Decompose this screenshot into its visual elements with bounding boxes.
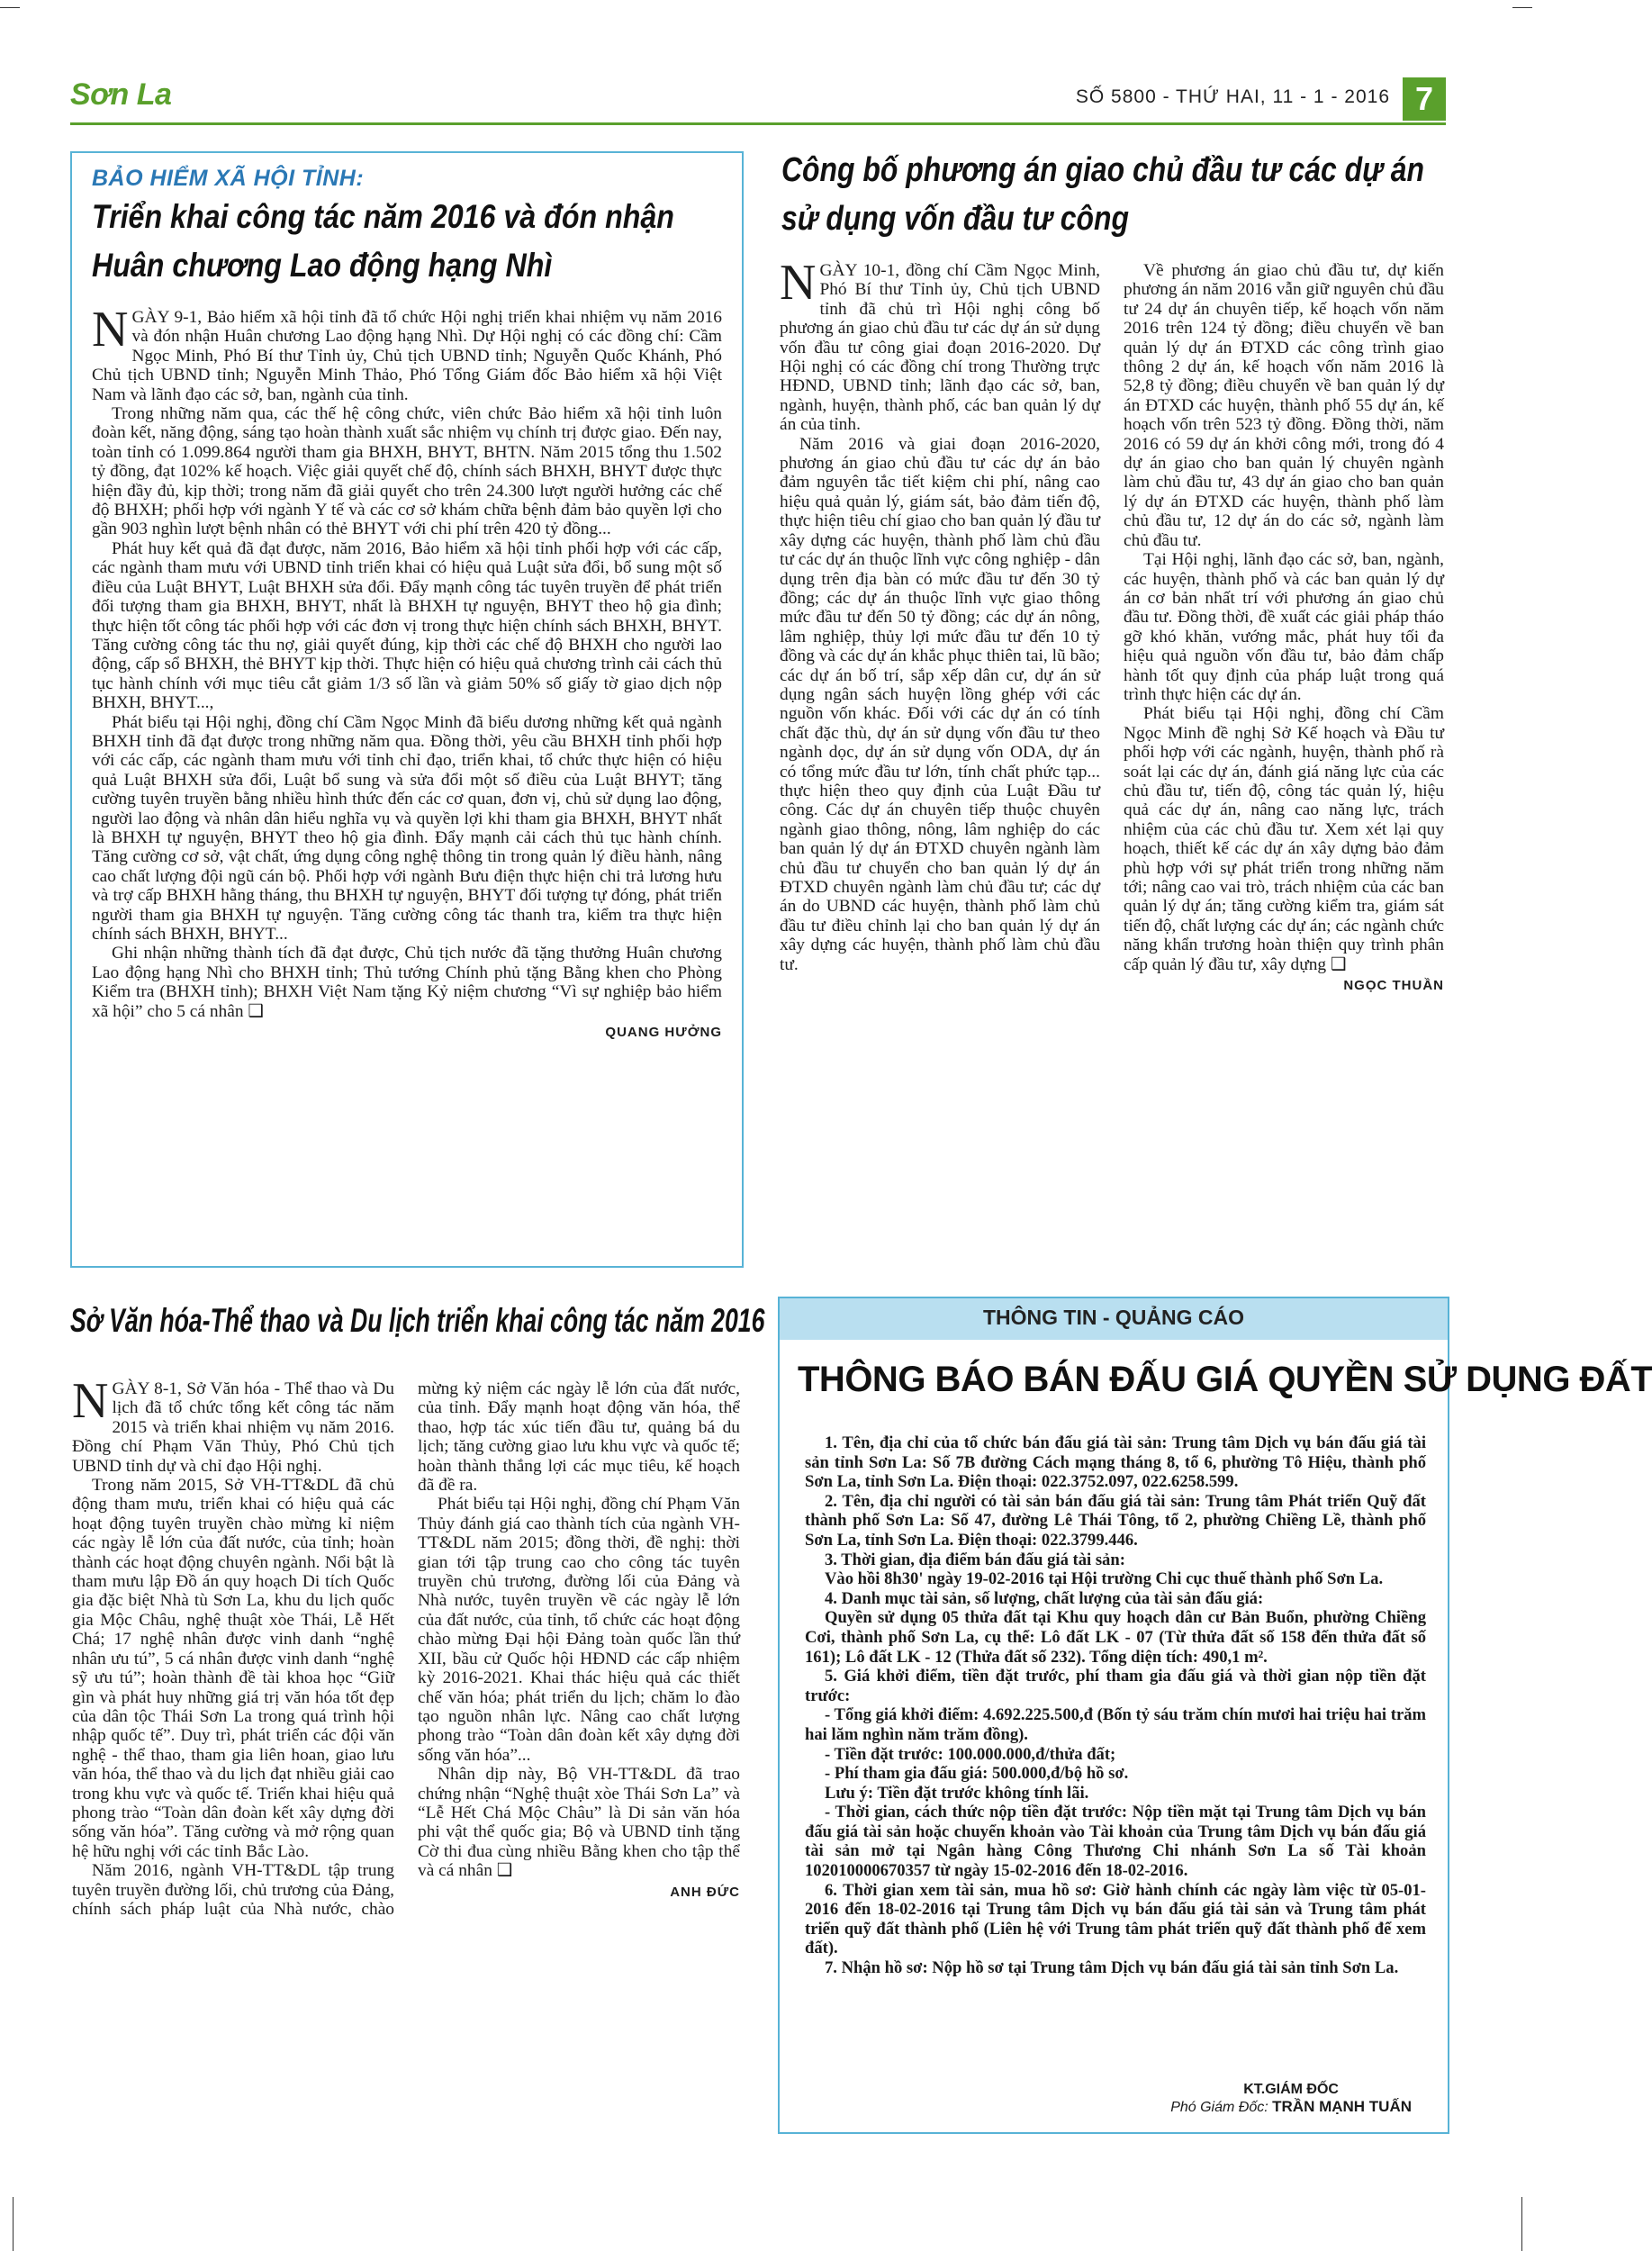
notice-item: 3. Thời gian, địa điểm bán đấu giá tài sản: [825, 1550, 1125, 1569]
crop-mark [0, 7, 20, 8]
notice-item: 5. Giá khởi điểm, tiền đặt trước, phí tham gia đấu giá và thời gian nộp tiền đặt trước: [805, 1667, 1426, 1705]
notice-item: - Tổng giá khởi điểm: 4.692.225.500,đ (Bốn tỷ sáu trăm chín mươi hai triệu hai trăm hai lăm nghìn năm trăm đồng). [805, 1705, 1426, 1744]
article-body [780, 255, 1444, 1270]
article-investment [776, 151, 1449, 1268]
notice-item: - Thời gian, cách thức nộp tiền đặt trước: Nộp tiền mặt tại Trung tâm Dịch vụ bán đấu giá tài sản hoặc chuyển khoản vào Tài khoản của Trung tâm Dịch vụ bán đấu giá tài sản mở tại Ngân hàng Công Thương Chi nhánh Sơn La số Tài khoản 102010000670357 từ ngày 15-02-2016 đến 18-02-2016. [805, 1803, 1426, 1881]
crop-mark [13, 2197, 14, 2251]
crop-mark [1521, 2197, 1522, 2251]
section-title: Sơn La [70, 77, 172, 112]
article-title-line2: Huân chương Lao động hạng Nhì [92, 247, 553, 284]
article-paragraph: Phát biểu tại Hội nghị, đồng chí Cầm Ngọc Minh đề nghị Sở Kế hoạch và Đầu tư phối hợp với các ngành, huyện, thành phố rà soát lại các dự án, đánh giá năng lực của các chủ đầu tư, tiến độ, công tác quản lý, hiệu quả các dự án, nâng cao năng lực, trách nhiệm của các chủ đầu tư. Xem xét lại quy hoạch, thiết kế các dự án xây dựng bảo đảm phù hợp với sự phát triển trong những năm tới; nâng cao vai trò, trách nhiệm của các ban quản lý dự án; tăng cường kiểm tra, giám sát tiến độ, chất lượng các dự án; các ngành chức năng khẩn trương hoàn thiện quy trình phân cấp quản lý đầu tư, xây dựng ❑ [1124, 704, 1444, 974]
article-paragraph: Về phương án giao chủ đầu tư, dự kiến phương án năm 2016 vẫn giữ nguyên chủ đầu tư 24 dự án chuyên tiếp, kế hoạch vốn năm 2016 trên 124 tỷ đồng; điều chuyển về ban quản lý dự án ĐTXD các công trình giao thông 2 dự án, kế hoạch vốn năm 2016 là 52,8 tỷ đồng; điều chuyển về ban quản lý dự án ĐTXD các huyện, thành phố 55 dự án, kế hoạch vốn trên 523 tỷ đồng. Đồng thời, năm 2016 có 59 dự án khởi công mới, trong đó 4 dự án giao cho ban quản lý chuyên ngành làm chủ đầu tư, 43 dự án giao cho ban quản lý dự án ĐTXD các huyện, thành phố làm chủ đầu tư, 12 dự án do các sở, ngành làm chủ đầu tư. [1124, 261, 1444, 550]
drop-cap: N [92, 302, 129, 357]
article-paragraph: Năm 2016, ngành VH-TT&DL tập trung tuyên truyền đường lối, chủ trương của Đảng, chính sách pháp luật của Nhà nước, chào mừng kỷ niệm các ngày lễ lớn của đất nước, của tỉnh. Đẩy mạnh hoạt động văn hóa, thể thao, hợp tác xúc tiến đầu tư, quảng bá du lịch; tăng cường giao lưu khu vực và quốc tế; hoàn thành thắng lợi các mục tiêu, kế hoạch đã đề ra. [72, 1379, 740, 1919]
notice-item: 1. Tên, địa chỉ của tổ chức bán đấu giá tài sản: Trung tâm Dịch vụ bán đấu giá tài sản tỉnh Sơn La: Số 7B đường Cách mạng tháng 8, tổ 6, phường Tô Hiệu, thành phố Sơn La, tỉnh Sơn La. Điện thoại: 022.3752.097, 022.6258.599. [805, 1433, 1426, 1492]
article-paragraph: Nhân dịp này, Bộ VH-TT&DL đã trao chứng nhận “Nghệ thuật xòe Thái Sơn La” và “Lễ Hết Chá Mộc Châu” là Di sản văn hóa phi vật thể quốc gia; Bộ và UBND tỉnh tặng Cờ thi đua cùng nhiều Bằng khen cho tập thể và cá nhân ❑ [418, 1765, 740, 1881]
notice-title: THÔNG BÁO BÁN ĐẤU GIÁ QUYỀN SỬ DỤNG ĐẤT [798, 1360, 1652, 1399]
article-byline: NGỌC THUẦN [1343, 978, 1444, 994]
article-title-line2: sử dụng vốn đầu tư công [781, 200, 1130, 238]
auction-notice [778, 1297, 1652, 2134]
notice-item: 6. Thời gian xem tài sản, mua hồ sơ: Giờ hành chính các ngày làm việc từ 05-01-2016 đến 18-02-2016 tại Trung tâm Dịch vụ bán đấu giá tài sản và Trung tâm phát triển quỹ đất thành phố (Liên hệ với Trung tâm phát triển quỹ đất thành phố để xem đất). [805, 1880, 1426, 1958]
article-paragraph: Tại Hội nghị, lãnh đạo các sở, ban, ngành, các huyện, thành phố và các ban quản lý dự án cơ bản nhất trí với phương án giao chủ đầu tư. Đồng thời, đề xuất các giải pháp tháo gỡ khó khăn, vướng mắc, phát huy tối đa hiệu quả nguồn vốn đầu tư, bảo đảm chấp hành tốt quy định của pháp luật trong quá trình thực hiện các dự án. [1124, 550, 1444, 704]
article-byline: QUANG HƯỞNG [605, 1025, 722, 1041]
notice-item: - Phí tham gia đấu giá: 500.000,đ/bộ hồ sơ. [825, 1764, 1129, 1784]
article-paragraph: Phát biểu tại Hội nghị, đồng chí Cầm Ngọc Minh đã biểu dương những kết quả ngành BHXH tỉnh đã đạt được trong những năm qua. Đồng thời, yêu cầu BHXH tỉnh phối hợp với các cấp, các ngành tham mưu với tỉnh chỉ đạo, triển khai, tổ chức thực hiện có hiệu quả Luật BHXH sửa đổi, Luật bổ sung và sửa đổi một số điều của Luật BHYT; tăng cường tuyên truyền bằng nhiều hình thức đến các cơ quan, đơn vị, chủ sử dụng lao động, người lao động và nhân dân hiểu nghĩa vụ và quyền lợi khi tham gia BHXH, BHYT nhất là BHXH tự nguyện, BHYT theo hộ gia đình. Đẩy mạnh cải cách thủ tục hành chính. Tăng cường cơ sở, vật chất, ứng dụng công nghệ thông tin trong quản lý điều hành, nâng cao chất lượng đội ngũ cán bộ. Phối hợp với ngành Bưu điện thực hiện chi trả lương hưu và trợ cấp BHXH hằng tháng, thu BHXH tự nguyện, BHYT đối tượng tự đóng, phát triển người tham gia BHXH tự nguyện. Tăng cường công tác thanh tra, kiểm tra thực hiện chính sách BHXH, BHYT... [92, 712, 722, 944]
article-body [92, 302, 722, 1042]
drop-cap: N [72, 1373, 109, 1429]
article-paragraph: NGÀY 10-1, đồng chí Cầm Ngọc Minh, Phó Bí thư Tỉnh ủy, Chủ tịch UBND tỉnh đã chủ trì Hội nghị công bố phương án giao chủ đầu tư các dự án sử dụng vốn đầu tư công giai đoạn 2016-2020. Dự Hội nghị có các đồng chí trong Thường trực HĐND, UBND tỉnh; lãnh đạo các sở, ban, ngành, huyện, thành phố, các ban quản lý dự án của tỉnh. [780, 255, 1100, 435]
article-paragraph: Phát biểu tại Hội nghị, đồng chí Phạm Văn Thủy đánh giá cao thành tích của ngành VH-TT&DL năm 2015; đồng thời, đề nghị: thời gian tới tập trung cao cho công tác tuyên truyền chủ trương, đường lối của Đảng và Nhà nước, tuyên truyền về các ngày lễ lớn của đất nước, của tỉnh, tổ chức các hoạt động chào mừng Đại hội Đảng toàn quốc lần thứ XII, bầu cử Quốc hội HĐND các cấp nhiệm kỳ 2016-2021. Khai thác hiệu quả các thiết chế văn hóa; phát triển du lịch; chăm lo đào tạo nguồn nhân lực. Nâng cao chất lượng phong trào “Toàn dân đoàn kết xây dựng đời sống văn hóa”... [418, 1495, 740, 1765]
notice-signature [1170, 2082, 1412, 2116]
notice-item: 4. Danh mục tài sản, số lượng, chất lượng của tài sản đấu giá: [825, 1588, 1264, 1608]
article-byline: ANH ĐỨC [670, 1884, 740, 1900]
notice-body [805, 1433, 1426, 1978]
article-title: Sở Văn hóa-Thể thao và Du lịch triển khai công tác năm 2016 [70, 1302, 765, 1339]
article-kicker: BẢO HIỂM XÃ HỘI TỈNH: [92, 166, 365, 191]
signature-title: KT.GIÁM ĐỐC [1243, 2082, 1339, 2097]
drop-cap: N [780, 255, 817, 311]
page-header [70, 77, 1446, 126]
notice-item: - Tiền đặt trước: 100.000.000,đ/thửa đất; [825, 1744, 1116, 1764]
article-bhxh [70, 151, 744, 1268]
header-rule [70, 122, 1446, 125]
notice-item: Quyền sử dụng 05 thửa đất tại Khu quy hoạch dân cư Bản Buổn, phường Chiềng Cơi, thành phố Sơn La, cụ thể: Lô đất LK - 07 (Từ thửa đất số 158 đến thửa đất số 161); Lô đất LK - 12 (Thửa đất số 232). Tổng diện tích: 490,1 m². [805, 1608, 1426, 1667]
signature-line [1170, 2098, 1412, 2116]
article-culture [70, 1302, 765, 2202]
article-paragraph: Ghi nhận những thành tích đã đạt được, Chủ tịch nước đã tặng thưởng Huân chương Lao động hạng Nhì cho BHXH tỉnh; Thủ tướng Chính phủ tặng Bằng khen cho Phòng Kiểm tra (BHXH tỉnh); BHXH Việt Nam tặng Kỷ niệm chương “Vì sự nghiệp bảo hiểm xã hội” cho 5 cá nhân ❑ [92, 944, 722, 1021]
article-paragraph: Năm 2016 và giai đoạn 2016-2020, phương án giao chủ đầu tư các dự án bảo đảm nguyên tắc tiết kiệm chi phí, nâng cao hiệu quả quản lý, giám sát, bảo đảm tiến độ, thực hiện tiêu chí giao cho ban quản lý đầu tư xây dựng các huyện, thành phố làm chủ đầu tư các dự án thuộc lĩnh vực công nghiệp - dân dụng trên địa bàn có mức đầu tư đến 30 tỷ đồng; các dự án thuộc lĩnh vực giao thông mức đầu tư đến 50 tỷ đồng; các dự án nông, lâm nghiệp, thủy lợi mức đầu tư đến 10 tỷ đồng và các dự án khắc phục thiên tai, lũ bão; các dự án bố trí, sắp xếp dân cư, dự án sử dụng ngân sách huyện lồng ghép với các nguồn vốn khác. Đối với các dự án có tính chất đặc thù, dự án sử dụng vốn đầu tư theo ngành dọc, dự án sử dụng vốn ODA, dự án có tổng mức đầu tư lớn, tính chất phức tạp... thực hiện theo quy định của Luật Đầu tư công. Các dự án chuyên tiếp thuộc chuyên ngành giao thông, nông, lâm nghiệp do các ban quản lý dự án ĐTXD chuyên ngành làm chủ đầu tư chuyển cho ban quản lý dự án ĐTXD chuyên ngành làm chủ đầu tư; các dự án do UBND các huyện, thành phố làm chủ đầu tư điều chỉnh lại cho ban quản lý dự án xây dựng các huyện, thành phố làm chủ đầu tư. [780, 434, 1100, 974]
article-title-line1: Triển khai công tác năm 2016 và đón nhận [92, 198, 674, 235]
article-title-line1: Công bố phương án giao chủ đầu tư các dự án [781, 151, 1425, 189]
notice-tag: THÔNG TIN - QUẢNG CÁO [982, 1306, 1245, 1329]
page-number: 7 [1403, 77, 1446, 121]
issue-info: SỐ 5800 - THỨ HAI, 11 - 1 - 2016 [1075, 86, 1390, 107]
signature-name: TRẦN MẠNH TUẤN [1272, 2098, 1412, 2115]
crop-mark [1512, 7, 1532, 8]
article-paragraph: NGÀY 9-1, Bảo hiểm xã hội tỉnh đã tổ chức Hội nghị triển khai nhiệm vụ năm 2016 và đón nhận Huân chương Lao động hạng Nhì. Dự Hội nghị có các đồng chí: Cầm Ngọc Minh, Phó Bí thư Tỉnh ủy, Chủ tịch UBND tỉnh; Nguyễn Quốc Khánh, Phó Chủ tịch UBND tỉnh; Nguyễn Minh Thảo, Phó Tổng Giám đốc Bảo hiểm xã hội Việt Nam và lãnh đạo các sở, ban, ngành của tỉnh. [92, 302, 722, 404]
notice-item: 7. Nhận hồ sơ: Nộp hồ sơ tại Trung tâm Dịch vụ bán đấu giá tài sản tỉnh Sơn La. [825, 1958, 1399, 1978]
notice-item: Lưu ý: Tiền đặt trước không tính lãi. [825, 1783, 1089, 1803]
article-paragraph: Phát huy kết quả đã đạt được, năm 2016, Bảo hiểm xã hội tỉnh phối hợp với các cấp, các ngành tham mưu với UBND tỉnh triển khai có hiệu quả Luật sửa đổi, bổ sung một số điều của Luật BHYT, Luật BHXH sửa đổi. Đẩy mạnh công tác tuyên truyền để phát triển đối tượng tham gia BHXH, BHYT, nhất là BHXH tự nguyện, BHYT theo hộ gia đình; thực hiện tốt công tác phối hợp với các đơn vị trong thực hiện chính sách BHXH, BHYT. Tăng cường công tác thu nợ, giải quyết đúng, kịp thời các chế độ BHXH cho người lao động, cấp sổ BHXH, thẻ BHYT kịp thời. Thực hiện có hiệu quả chương trình cải cách thủ tục hành chính với mục tiêu cắt giảm 1/3 số lần và giảm 50% số giấy tờ giao dịch nộp BHXH, BHYT..., [92, 538, 722, 713]
article-paragraph: Trong những năm qua, các thế hệ công chức, viên chức Bảo hiểm xã hội tỉnh luôn đoàn kết, năng động, sáng tạo hoàn thành xuất sắc nhiệm vụ chính trị được giao. Đến nay, toàn tỉnh có 1.099.864 người tham gia BHXH, BHYT, BHTN. Năm 2015 tổng thu 1.502 tỷ đồng, đạt 102% kế hoạch. Việc giải quyết chế độ, chính sách BHXH, BHYT được thực hiện đầy đủ, kịp thời; trong năm đã giải quyết cho trên 24.300 lượt người hưởng các chế độ BHXH; phối hợp với ngành Y tế và các cơ sở khám chữa bệnh đảm bảo quyền lợi cho gần 903 nghìn lượt bệnh nhân có thẻ BHYT với chi phí trên 420 tỷ đồng... [92, 404, 722, 539]
article-paragraph: NGÀY 8-1, Sở Văn hóa - Thể thao và Du lịch đã tổ chức tổng kết công tác năm 2015 và triển khai nhiệm vụ năm 2016. Đồng chí Phạm Văn Thủy, Phó Chủ tịch UBND tỉnh dự và chỉ đạo Hội nghị. [72, 1373, 394, 1476]
notice-item: 2. Tên, địa chỉ người có tài sản bán đấu giá tài sản: Trung tâm Phát triển Quỹ đất thành phố Sơn La: Số 47, đường Lê Thái Tông, tổ 2, phường Chiềng Lề, thành phố Sơn La, tỉnh Sơn La. Điện thoại: 022.3799.446. [805, 1491, 1426, 1550]
article-body [72, 1373, 740, 2208]
signature-role: Phó Giám Đốc: [1170, 2100, 1268, 2115]
notice-item: Vào hồi 8h30' ngày 19-02-2016 tại Hội trường Chi cục thuế thành phố Sơn La. [825, 1569, 1384, 1589]
article-paragraph: Trong năm 2015, Sở VH-TT&DL đã chủ động tham mưu, triển khai có hiệu quả các hoạt động tuyên truyền chào mừng kỉ niệm các ngày lễ lớn của đất nước, của tỉnh; hoàn thành các hoạt động chuyên ngành. Nổi bật là tham mưu lập Đồ án quy hoạch Di tích Quốc gia đặc biệt Nhà tù Sơn La, khu du lịch quốc gia Mộc Châu, nghệ thuật xòe Thái, Lễ Hết Chá; 17 nghệ nhân được vinh danh “nghệ nhân ưu tú”, 5 cá nhân được vinh danh “nghệ sỹ ưu tú”; hoàn thành đề tài khoa học “Giữ gìn và phát huy những giá trị văn hóa tốt đẹp của dân tộc Thái Sơn La trong quá trình hội nhập quốc tế”. Duy trì, phát triển các đội văn nghệ - thể thao, tham gia liên hoan, giao lưu văn hóa, thể thao và du lịch đạt nhiều giải cao trong khu vực và quốc tế. Triển khai hiệu quả phong trào “Toàn dân đoàn kết xây dựng đời sống văn hóa”. Tăng cường và mở rộng quan hệ hữu nghị với các tỉnh Bắc Lào. [72, 1476, 394, 1861]
